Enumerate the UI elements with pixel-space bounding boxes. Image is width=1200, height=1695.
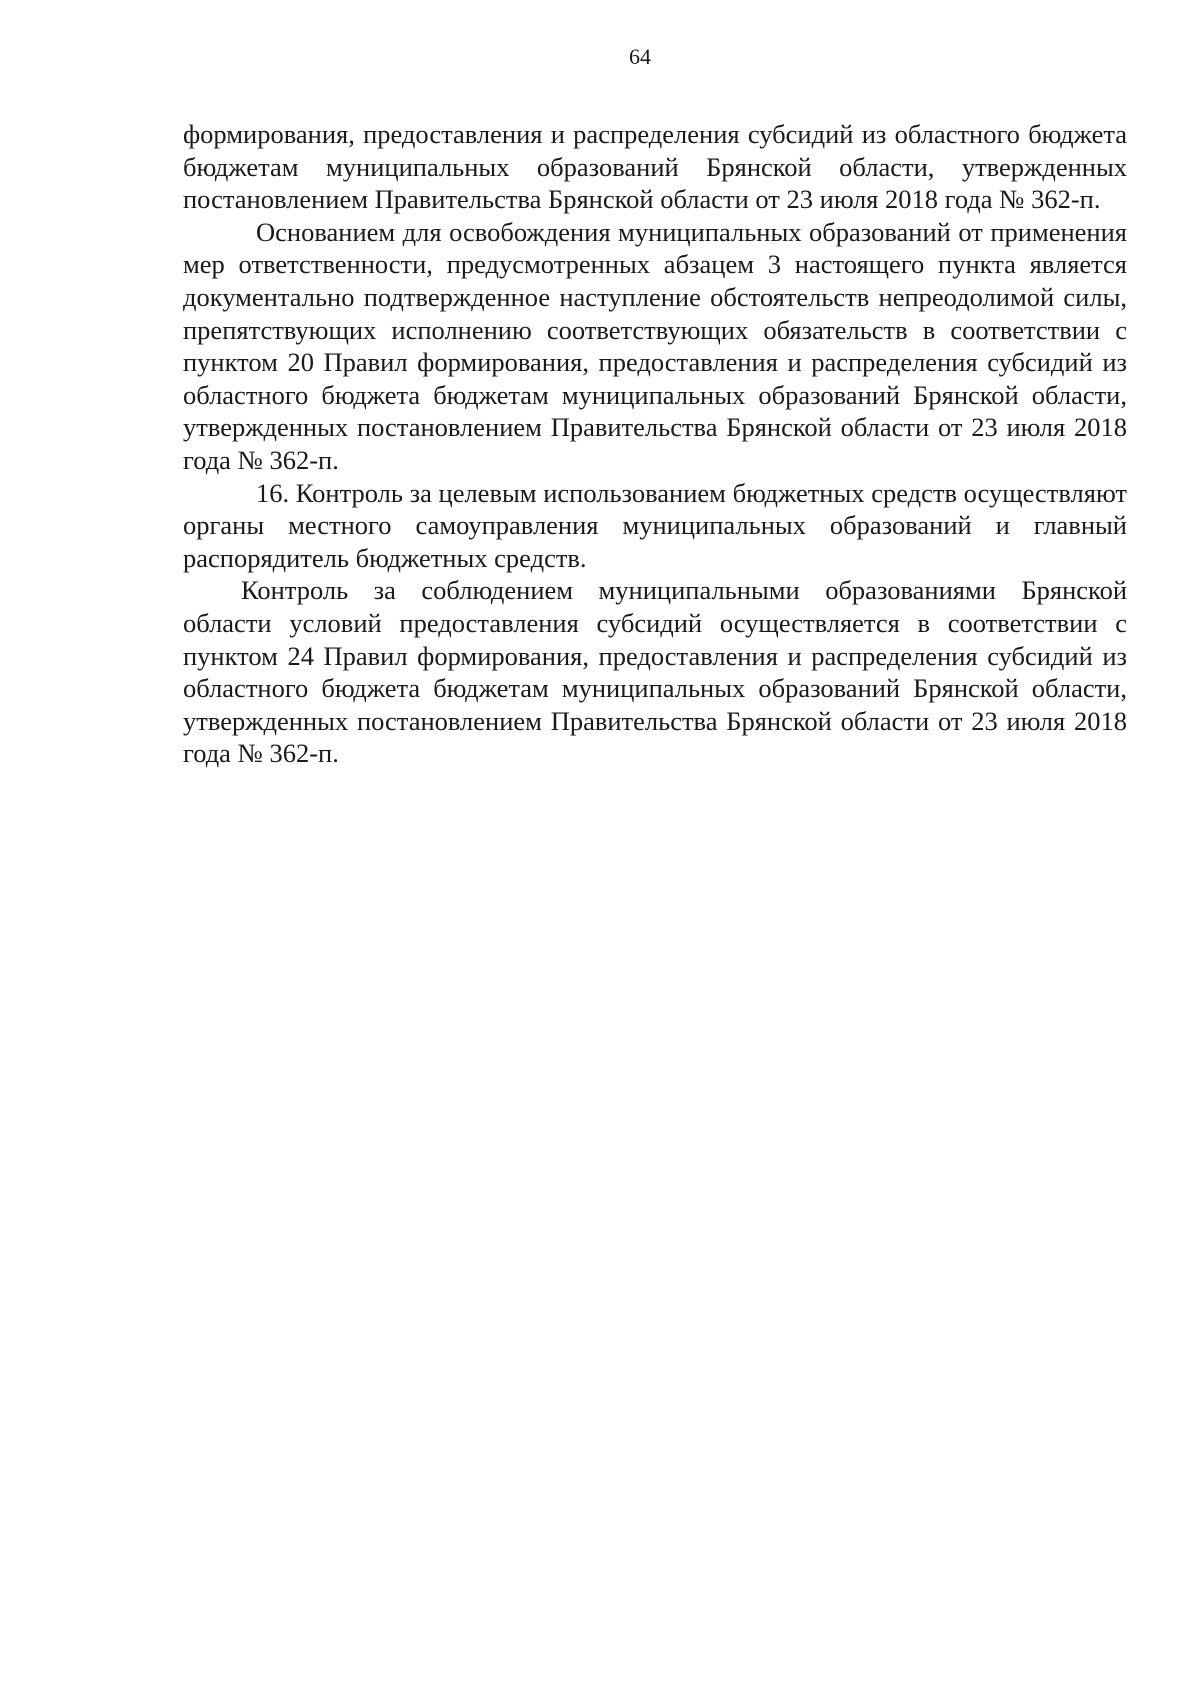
paragraph-16-control: 16. Контроль за целевым использованием бюджетных средств осуществляют органы местного самоуправления муниципальных образований и главный распорядитель бюджетных средств.	[183, 477, 1127, 573]
paragraph-continuation: формирования, предоставления и распределения субсидий из областного бюджета бюджетам муниципальных образований Брянской области, утвержденных постановлением Правительства Брянской области от 23 июля 2018 года № 362-п.	[183, 119, 1127, 215]
page-number: 64	[629, 44, 651, 69]
paragraph-grounds-for-exemption: Основанием для освобождения муниципальных образований от применения мер ответственности, предусмотренных абзацем 3 настоящего пункта является документально подтвержденное наступление обстоятельств непреодолимой силы, препятствующих исполнению соответствующих обязательств в соответствии с пунктом 20 Правил формирования, предоставления и распределения субсидий из областного бюджета бюджетам муниципальных образований Брянской области, утвержденных постановлением Правительства Брянской области от 23 июля 2018 года № 362-п.	[183, 216, 1127, 475]
paragraph-control-compliance: Контроль за соблюдением муниципальными образованиями Брянской области условий предоставления субсидий осуществляется в соответствии с пунктом 24 Правил формирования, предоставления и распределения субсидий из областного бюджета бюджетам муниципальных образований Брянской области, утвержденных постановлением Правительства Брянской области от 23 июля 2018 года № 362-п.	[183, 575, 1127, 769]
document-body	[183, 118, 1127, 770]
